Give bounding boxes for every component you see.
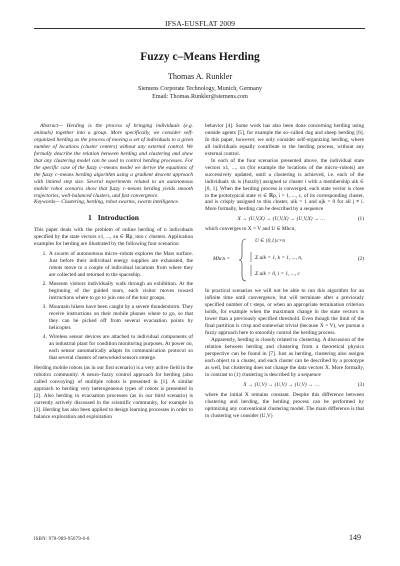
right-paragraph-5: Apparently, herding is closely related to clustering. A discussion of the relation between herding and clustering from a theoretical physics perspective can be found in [7]. Just as herding, clustering also assigns each object to a cluster, and each cluster can be described by a prototype as well, but clustering does not change the data vectors X. More formally, in contrast to (1) clustering is described by a sequence <box>205 336 364 378</box>
abstract <box>34 123 193 199</box>
equation-3-body: X → (U,V) → (U,V) → (U,V) → … <box>243 381 320 388</box>
right-paragraph-6: where the initial X remains constant. Despite this difference between clustering and herding, the herding process can be performed by optimizing any conventional clustering model. The main difference is that in clustering we consider (U,V) <box>205 391 364 419</box>
equation-2-number: (2) <box>357 256 364 263</box>
keywords: Keywords— Clustering, herding, robot swarms, swarm intelligence. <box>34 199 180 206</box>
equation-3 <box>205 382 364 389</box>
equation-2 <box>205 236 364 284</box>
left-column <box>34 123 193 421</box>
author-name: Thomas A. Runkler <box>167 72 233 81</box>
running-header: IFSA-EUSFLAT 2009 <box>164 19 236 28</box>
right-paragraph-3: which converges to X = V and U ∈ Mhcn, <box>205 226 296 233</box>
equation-1-body: X → (U,V,X) → (U,V,X) → (U,V,X) → … <box>237 216 326 223</box>
equation-1 <box>205 216 364 223</box>
author-affiliation: Siemens Corporate Technology, Munich, Germany <box>138 86 262 92</box>
section-heading-introduction <box>34 213 193 222</box>
paper-title: Fuzzy c–Means Herding <box>140 51 260 63</box>
section-number: 1 <box>87 213 92 223</box>
list-item: 4. Wireless sensor devices are attached to individual components of an industrial plant for condition monitoring purposes. At power on, each sensor automatically adapts its communication protocol so that several clusters of networked sensors emerge. <box>48 334 193 362</box>
list-item: 3. Mountain hikers have been caught by a severe thunderstorm. They receive instructions on their mobile phones where to go, so that they can be picked off from several evacuation points by helicopter. <box>48 304 193 332</box>
author-email: Email: Thomas.Runkler@siemens.com <box>152 94 248 100</box>
equation-2-lhs: Mhcn = <box>213 256 231 263</box>
page-number: 149 <box>349 533 361 542</box>
right-paragraph-1: behavior [4]. Some work has also been done concerning herding using outside agents [5], for example the so–called dog and sheep herding [6]. In this paper, however, we only consider self-organizing herding, where all individuals equally contribute to the herding process, without any external control. <box>205 123 364 157</box>
equation-2-line-2: Σ uik = 1, k = 1, ..., n, <box>255 255 303 262</box>
equation-1-number: (1) <box>357 216 364 223</box>
list-item: 2. Museum visitors individually walk through an exhibition. At the beginning of the guided tours, each visitor moves toward instructions where to go to join one of the tour groups. <box>48 281 193 302</box>
equation-2-line-1: U ∈ {0,1}c×n <box>255 238 286 245</box>
equation-3-number: (3) <box>357 381 364 388</box>
intro-paragraph-1: This paper deals with the problem of online herding of n individuals specified by the state vectors x1, ..., xn ∈ ℝp, into c clusters. Application examples for herding are illustrated by the following four scenarios: <box>34 227 193 248</box>
right-paragraph-2: In each of the four scenarios presented above, the individual state vectors x1, ..., xn (for example the locations of the micro–robots) are successively updated, until a clustering is achieved, i.e. each of the individuals xk is (fuzzily) assigned to cluster i with a membership uik ∈ [0, 1]. When the herding process is converged, each state vector is close to the prototypical state vi ∈ ℝp, i = 1, ..., c, of its corresponding cluster, and is crisply assigned to this cluster, uik = 1 and ujk = 0 for all j ≠ i. More formally, herding can be described by a sequence <box>205 157 364 213</box>
list-item: 1. A swarm of autonomous micro–robots explores the Mars surface. Just before their individual energy supplies are exhausted, the robots move to a couple of individual locations from where they are collected and returned to the spaceship. <box>48 251 193 279</box>
right-column <box>205 123 364 419</box>
section-title: Introduction <box>97 213 139 223</box>
isbn: ISBN: 978-989-95079-6-8 <box>34 537 90 542</box>
right-paragraph-4: In practical scenarios we will not be able to run this algorithm for an infinite time until convergence, but will terminate after a previously specified number of t steps, or when an appropriate termination criterion holds, for example when the maximum change in the state vectors is lower than a previously specified threshold. Even though the limit of the final partition is crisp and somewhat trivial (because X = V), we pursue a fuzzy approach here to smoothly control the herding process. <box>205 288 364 337</box>
scenario-list <box>34 251 193 362</box>
intro-paragraph-2: Herding mobile robots (as in our first scenario) is a very active field in the robotics community. A neuro–fuzzy control approach for herding (also called convoying) of multiple robots is presented in [1]. A similar approach to herding very heterogeneous types of robots is presented in [2]. Also herding in evacuation processes (as in our third scenario) is currently actively discussed in the scientific community, for example in [3]. Herding has also been applied to design learning processes in order to balance exploration and exploitation <box>34 365 193 420</box>
equation-2-line-3: Σ uik > 0, i = 1, ..., c <box>255 271 300 278</box>
header-rule <box>34 28 365 29</box>
abstract-label: Abstract— <box>40 123 63 129</box>
abstract-text: Herding is the process of bringing individuals (e.g. animals) together into a group. More specifically, we consider self-organized herding as the process of moving a set of individuals to a given number of locations (cluster centers) without any external control. We formally describe the relation between herding and clustering and show that any clustering model can be used to control herding processes. For the specific case of the fuzzy c–means model we derive the equations of the fuzzy c–means herding algorithm using a gradient descent approach with limited step size. Several experiments related to an autonomous mobile robot scenario show that fuzzy c–means herding yields smooth trajectories, well-balanced clusters, and fast convergence. <box>34 123 193 199</box>
